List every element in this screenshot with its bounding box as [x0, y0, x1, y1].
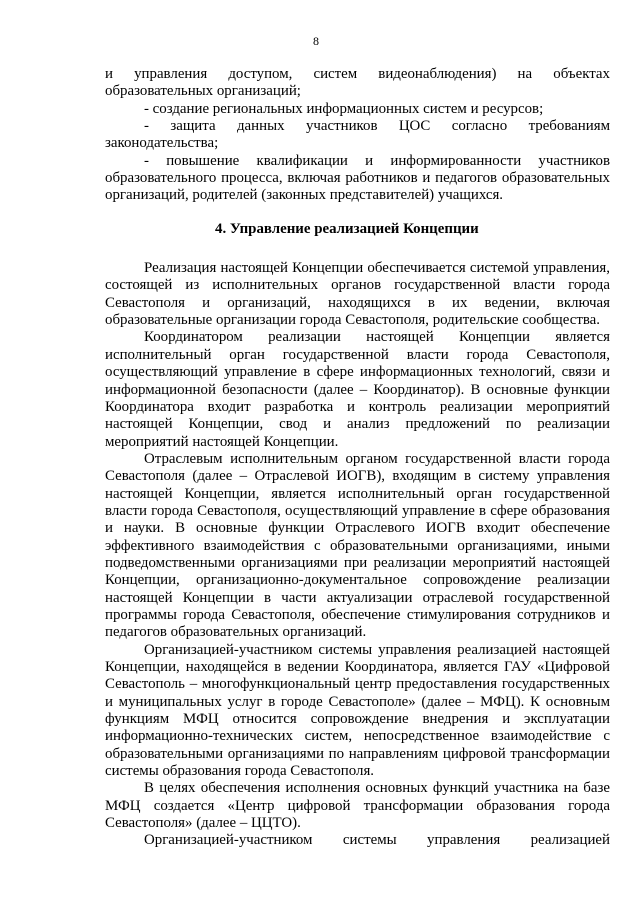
page-number: 8	[313, 34, 319, 48]
bullet-item: - создание региональных информационных систем и ресурсов;	[144, 100, 544, 117]
section-heading: 4. Управление реализацией Концепции	[215, 220, 479, 237]
body-paragraph: В целях обеспечения исполнения основных функций участника на базе МФЦ создается «Центр цифровой трансформации образования города Севастополя» (далее – ЦЦТО).	[105, 780, 610, 832]
body-paragraph: Реализация настоящей Концепции обеспечивается системой управления, состоящей из исполнительных органов государственной власти города Севастополя и организаций, находящихся в их ведении, включая образовательные организации города Севастополя, родительские сообщества.	[105, 260, 610, 329]
bullet-item: - повышение квалификации и информированности участников образовательного процесса, включая работников и педагогов образовательных организаций, родителей (законных представителей) учащихся.	[105, 152, 610, 204]
body-paragraph: Координатором реализации настоящей Концепции является исполнительный орган государственной власти города Севастополя, осуществляющий управление в сфере информационных технологий, связи и информационной безопасности (далее – Координатор). В основные функции Координатора входит разработка и контроль реализации мероприятий настоящей Концепции, свод и анализ предложений по реализации мероприятий настоящей Концепции.	[105, 329, 610, 450]
intro-paragraph: и управления доступом, систем видеонаблюдения) на объектах образовательных организаций;	[105, 66, 610, 100]
body-paragraph: Организацией-участником системы управления реализацией настоящей Концепции, находящейся в ведении Координатора, является ГАУ «Цифровой Севастополь – многофункциональный центр предоставления государственных и муниципальных услуг в городе Севастополе» (далее – МФЦ). К основным функциям МФЦ относится сопровождение внедрения и эксплуатации информационно-технических систем, непосредственное взаимодействие с образовательными организациями по направлениям цифровой трансформации системы образования города Севастополя.	[105, 641, 610, 780]
document-body	[105, 66, 610, 850]
bullet-item: - защита данных участников ЦОС согласно требованиям законодательства;	[105, 118, 610, 152]
body-paragraph: Отраслевым исполнительным органом государственной власти города Севастополя (далее – Отраслевой ИОГВ), входящим в систему управления настоящей Концепции, является исполнительный орган государственной власти города Севастополя, осуществляющий управление в сфере образования и науки. В основные функции Отраслевого ИОГВ входит обеспечение эффективного взаимодействия с образовательными организациями, иными подведомственными организациями при реализации мероприятий настоящей Концепции, организационно-документальное сопровождение реализации настоящей Концепции в части актуализации отраслевой государственной программы города Севастополя, обеспечение стимулирования сотрудников и педагогов образовательных организаций.	[105, 450, 610, 641]
body-paragraph: Организацией-участником системы управления реализацией	[144, 832, 610, 849]
